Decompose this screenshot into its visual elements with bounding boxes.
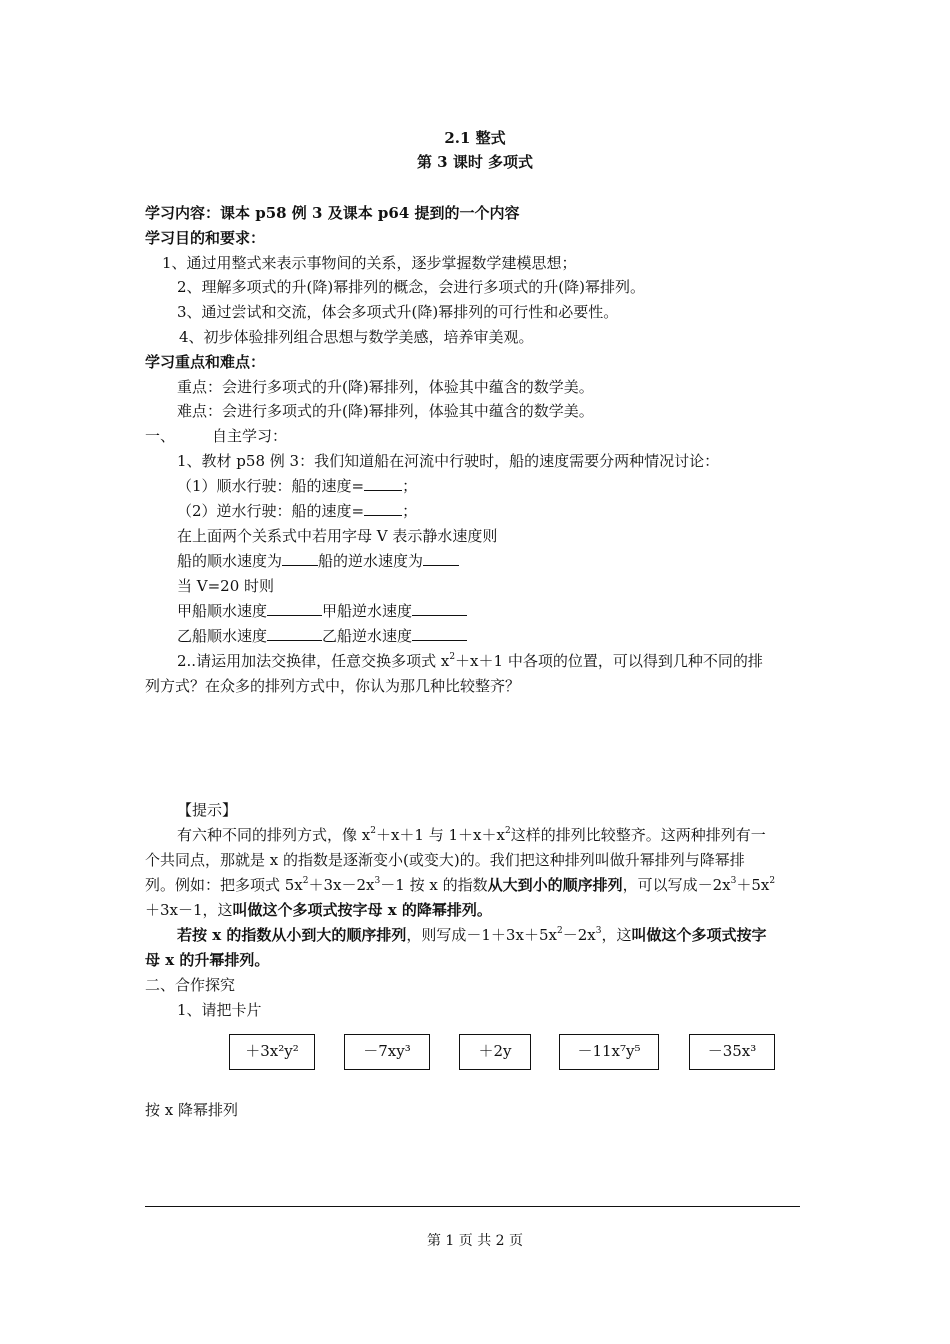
q1a-text: （1）顺水行驶：船的速度= — [177, 477, 365, 495]
hint-text: 有六种不同的排列方式，像 x — [177, 826, 371, 844]
hint-paragraph — [177, 925, 766, 945]
goals-heading: 学习目的和要求： — [145, 229, 266, 247]
hint-paragraph: 个共同点，那就是 x 的指数是逐渐变小(或变大)的。我们把这种排列叫做升幂排列与降幂排 — [145, 851, 745, 869]
hint-text: ＋3x－2x — [308, 876, 375, 894]
hint-paragraph — [145, 875, 775, 895]
goal-item: 4、初步体验排列组合思想与数学美感，培养审美观。 — [179, 328, 534, 346]
exponent: 3 — [730, 876, 737, 886]
exponent: 2 — [302, 876, 309, 886]
hint-text: 这样的排列比较整齐。这两种排列有一 — [510, 826, 766, 844]
boat-a-line — [177, 601, 467, 621]
boat-b-up-label: 乙船逆水速度 — [322, 627, 413, 645]
hint-bold: 若按 x 的指数从小到大的顺序排列 — [177, 926, 407, 944]
q1b-text: （2）逆水行驶：船的速度= — [177, 502, 365, 520]
q2-text: ＋x＋1 中各项的位置，可以得到几种不同的排 — [455, 652, 763, 670]
hint-text: －2x — [562, 926, 596, 944]
answer-blank[interactable] — [364, 476, 402, 491]
difficulty-point: 难点：会进行多项式的升(降)幂排列，体验其中蕴含的数学美。 — [177, 402, 594, 420]
section-number: 一、 — [145, 427, 176, 445]
exponent: 2 — [504, 826, 511, 836]
term-card[interactable]: －7xy³ — [344, 1034, 430, 1070]
hint-bold: 叫做这个多项式按字 — [631, 926, 767, 944]
question-2 — [177, 651, 763, 671]
v-condition: 当 V=20 时则 — [177, 577, 275, 595]
hint-paragraph — [177, 825, 766, 845]
learning-content: 学习内容：课本 p58 例 3 及课本 p64 提到的一个内容 — [145, 204, 520, 222]
section-title: 自主学习： — [212, 427, 288, 445]
boat-a-down-label: 甲船顺水速度 — [177, 602, 268, 620]
upstream-label: 船的逆水速度为 — [318, 552, 424, 570]
term-card[interactable]: －35x³ — [689, 1034, 775, 1070]
instruction: 按 x 降幂排列 — [145, 1101, 238, 1119]
exponent: 2 — [556, 926, 563, 936]
hint-paragraph — [145, 900, 492, 920]
question-1: 1、教材 p58 例 3：我们知道船在河流中行驶时，船的速度需要分两种情况讨论： — [177, 452, 720, 470]
goal-item: 1、通过用整式来表示事物间的关系，逐步掌握数学建模思想； — [162, 254, 577, 272]
hint-text: ＋5x — [736, 876, 770, 894]
hint-text: ，则写成－1＋3x＋5x — [406, 926, 557, 944]
term-card[interactable]: ＋3x²y² — [229, 1034, 315, 1070]
answer-blank[interactable] — [364, 501, 402, 516]
page-number: 第 1 页 共 2 页 — [426, 1233, 524, 1249]
semicolon: ； — [402, 502, 418, 520]
answer-blank[interactable] — [267, 626, 322, 641]
focus-point: 重点：会进行多项式的升(降)幂排列，体验其中蕴含的数学美。 — [177, 378, 594, 396]
answer-blank[interactable] — [423, 551, 459, 566]
boat-a-up-label: 甲船逆水速度 — [322, 602, 413, 620]
footer-divider — [145, 1206, 800, 1207]
section2-question: 1、请把卡片 — [177, 1001, 262, 1019]
term-card[interactable]: ＋2y — [459, 1034, 531, 1070]
hint-paragraph: 母 x 的升幂排列。 — [145, 951, 270, 969]
exponent: 3 — [374, 876, 381, 886]
answer-blank[interactable] — [267, 601, 322, 616]
hint-text: ＋3x－1，这 — [145, 901, 233, 919]
condition-line: 在上面两个关系式中若用字母 V 表示静水速度则 — [177, 527, 498, 545]
downstream-label: 船的顺水速度为 — [177, 552, 283, 570]
hint-text: ，这 — [601, 926, 632, 944]
hint-text: 列。例如：把多项式 5x — [145, 876, 303, 894]
term-card[interactable]: －11x⁷y⁵ — [559, 1034, 659, 1070]
semicolon: ； — [402, 477, 418, 495]
exponent: 2 — [769, 876, 776, 886]
answer-blank[interactable] — [412, 626, 467, 641]
question-2-cont: 列方式？在众多的排列方式中，你认为那几种比较整齐？ — [145, 677, 521, 695]
question-1b — [177, 501, 417, 521]
speed-line — [177, 551, 459, 571]
lesson-subtitle: 第 3 课时 多项式 — [416, 153, 534, 171]
q2-text: 2..请运用加法交换律，任意交换多项式 x — [177, 652, 450, 670]
goal-item: 3、通过尝试和交流，体会多项式升(降)幂排列的可行性和必要性。 — [177, 303, 619, 321]
answer-blank[interactable] — [282, 551, 318, 566]
hint-text: －1 按 x 的指数 — [380, 876, 488, 894]
section2-title: 二、合作探究 — [145, 976, 236, 994]
keypoints-heading: 学习重点和难点： — [145, 353, 266, 371]
hint-text: ，可以写成－2x — [622, 876, 731, 894]
exponent: 2 — [449, 652, 456, 662]
boat-b-line — [177, 626, 467, 646]
answer-blank[interactable] — [412, 601, 467, 616]
hint-label: 【提示】 — [177, 801, 238, 819]
question-1a — [177, 476, 417, 496]
exponent: 3 — [595, 926, 602, 936]
goal-item: 2、理解多项式的升(降)幂排列的概念，会进行多项式的升(降)幂排列。 — [177, 278, 645, 296]
boat-b-down-label: 乙船顺水速度 — [177, 627, 268, 645]
hint-bold: 叫做这个多项式按字母 x 的降幂排列。 — [232, 901, 492, 919]
hint-bold: 从大到小的顺序排列 — [487, 876, 623, 894]
exponent: 2 — [370, 826, 376, 836]
hint-text: ＋x＋1 与 1＋x＋x — [375, 826, 505, 844]
document-title: 2.1 整式 — [444, 129, 506, 147]
